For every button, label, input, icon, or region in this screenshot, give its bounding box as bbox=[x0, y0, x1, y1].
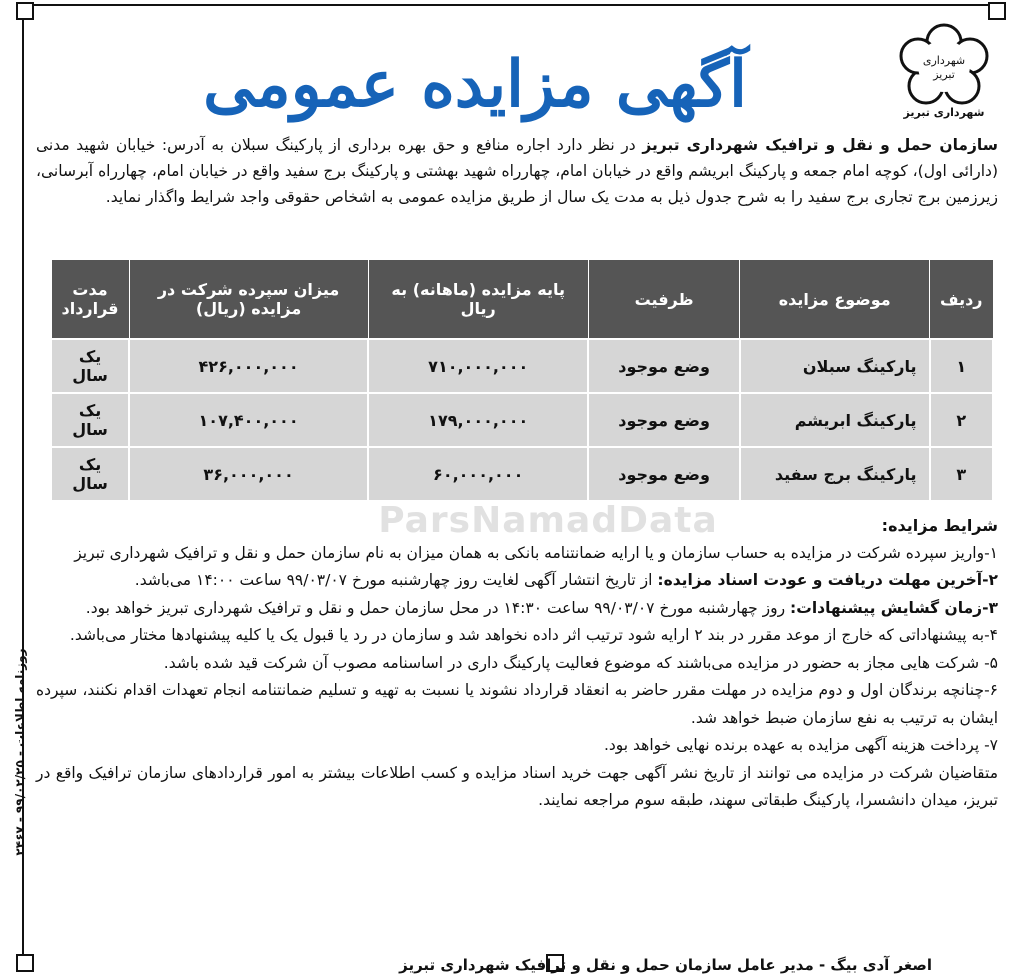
header-duration: مدت قرارداد bbox=[51, 260, 129, 340]
cell-capacity: وضع موجود bbox=[588, 393, 740, 447]
frame-corner-top-right bbox=[988, 2, 1006, 20]
condition-item-6: ۶-چنانچه برندگان اول و دوم مزایده در مهلت مقرر حاضر به انعقاد قرارداد نشوند یا نسبت به تهیه و تسلیم ضمانتنامه انجام تعهدات اقدام نکنند، سپرده ایشان به ترتیب به نفع سازمان ضبط خواهد شد. bbox=[36, 681, 998, 727]
cell-subject: پارکینگ سبلان bbox=[740, 339, 930, 393]
header-base-price: پایه مزایده (ماهانه) به ریال bbox=[368, 260, 588, 340]
cell-subject: پارکینگ برج سفید bbox=[740, 447, 930, 501]
table-row bbox=[51, 339, 993, 393]
cell-deposit: ۳۶,۰۰۰,۰۰۰ bbox=[129, 447, 368, 501]
cell-subject: پارکینگ ابریشم bbox=[740, 393, 930, 447]
cell-capacity: وضع موجود bbox=[588, 447, 740, 501]
cell-base-price: ۷۱۰,۰۰۰,۰۰۰ bbox=[368, 339, 588, 393]
header-capacity: ظرفیت bbox=[588, 260, 740, 340]
header-deposit: میزان سپرده شرکت در مزایده (ریال) bbox=[129, 260, 368, 340]
cell-duration: یک سال bbox=[51, 447, 129, 501]
cell-duration: یک سال bbox=[51, 339, 129, 393]
header-subject: موضوع مزایده bbox=[740, 260, 930, 340]
table-row bbox=[51, 393, 993, 447]
cell-deposit: ۱۰۷,۴۰۰,۰۰۰ bbox=[129, 393, 368, 447]
header-row-number: ردیف bbox=[930, 260, 993, 340]
watermark: ParsNamadData bbox=[378, 500, 718, 541]
cell-row-number: ۱ bbox=[930, 339, 993, 393]
auction-notice-page bbox=[13, 4, 1012, 976]
intro-text: در نظر دارد اجاره منافع و حق بهره برداری از پارکینگ سبلان به آدرس: خیابان شهید مدنی (دارائی اول)، کوچه امام جمعه و پارکینگ ابریشم واقع در خیابان امام، چهارراه شهید بهشتی و پارکینگ برج سفید واقع در خیابان امام، چهارراه آبرسانی، زیرزمین برج تجاری برج سفید را به شرح جدول ذیل به مدت یک سال از طریق مزایده عمومی به اشخاص حقوقی واجد شرایط واگذار نماید. bbox=[36, 136, 998, 206]
cell-row-number: ۲ bbox=[930, 393, 993, 447]
condition-2-text: از تاریخ انتشار آگهی لغایت روز چهارشنبه مورخ ۹۹/۰۳/۰۷ ساعت ۱۴:۰۰ می‌باشد. bbox=[134, 571, 658, 589]
svg-text:شهرداری: شهرداری bbox=[922, 54, 966, 67]
cell-duration: یک سال bbox=[51, 393, 129, 447]
condition-item-2 bbox=[36, 567, 998, 595]
condition-item-3 bbox=[36, 595, 998, 623]
closing-paragraph: متقاضیان شرکت در مزایده می توانند از تاریخ نشر آگهی جهت خرید اسناد مزایده و کسب اطلاعات بیشتر به امور قراردادهای سازمان ترافیک واقع در تبریز، میدان دانشسرا، پارکینگ طبقاتی سهند، طبقه سوم مراجعه نمایند. bbox=[36, 763, 998, 809]
page-title: آگهی مزایده عمومی bbox=[203, 47, 747, 122]
logo-caption: شهرداری تبریز bbox=[903, 106, 985, 119]
organization-name: سازمان حمل و نقل و ترافیک شهرداری تبریز bbox=[642, 136, 998, 154]
conditions-title: شرایط مزایده: bbox=[881, 516, 998, 535]
signature-line: اصغر آدی بیگ - مدیر عامل سازمان حمل و نقل و ترافیک شهرداری تبریز bbox=[399, 956, 932, 974]
condition-2-label: ۲-آخرین مهلت دریافت و عودت اسناد مزایده: bbox=[657, 571, 998, 589]
newspaper-side-note bbox=[6, 604, 30, 904]
condition-item-7: ۷- پرداخت هزینه آگهی مزایده به عهده برنده نهایی خواهد بود. bbox=[603, 736, 998, 754]
side-note-text: روزنامه اطلاعات - ۹۹/۰۲/۲۵ - ۲۴۶۷ bbox=[13, 648, 27, 856]
condition-3-text: روز چهارشنبه مورخ ۹۹/۰۳/۰۷ ساعت ۱۴:۳۰ در محل سازمان حمل و نقل و ترافیک شهرداری تبریز خواهد بود. bbox=[85, 598, 791, 617]
cell-base-price: ۱۷۹,۰۰۰,۰۰۰ bbox=[368, 393, 588, 447]
svg-text:تبریز: تبریز bbox=[933, 68, 955, 81]
table-header-row bbox=[51, 260, 993, 340]
auction-conditions bbox=[36, 512, 998, 815]
auction-table bbox=[50, 259, 994, 502]
condition-item-4: ۴-به پیشنهاداتی که خارج از موعد مقرر در بند ۲ ارایه شود ترتیب اثر داده نخواهد شد و سازمان در رد یا قبول یک یا کلیه پیشنهادها مختار می‌باشد. bbox=[69, 626, 998, 644]
frame-corner-top-left bbox=[16, 2, 34, 20]
cell-capacity: وضع موجود bbox=[588, 339, 740, 393]
table-row bbox=[51, 447, 993, 501]
frame-corner-bottom-left bbox=[16, 954, 34, 972]
cell-row-number: ۳ bbox=[930, 447, 993, 501]
cell-base-price: ۶۰,۰۰۰,۰۰۰ bbox=[368, 447, 588, 501]
intro-paragraph bbox=[36, 132, 998, 210]
cell-deposit: ۴۲۶,۰۰۰,۰۰۰ bbox=[129, 339, 368, 393]
condition-item-1: ۱-واریز سپرده شرکت در مزایده به حساب سازمان و یا ارایه ضمانتنامه بانکی به همان میزان به نام سازمان حمل و نقل و ترافیک شهرداری تبریز bbox=[74, 543, 998, 562]
condition-3-label: ۳-زمان گشایش پیشنهادات: bbox=[790, 598, 998, 617]
municipality-logo bbox=[884, 22, 1004, 130]
flower-emblem-icon bbox=[894, 22, 994, 110]
condition-item-5: ۵- شرکت هایی مجاز به حضور در مزایده می‌باشند که موضوع فعالیت پارکینگ داری در اساسنامه مصوب آن شرکت قید شده باشد. bbox=[163, 653, 998, 672]
